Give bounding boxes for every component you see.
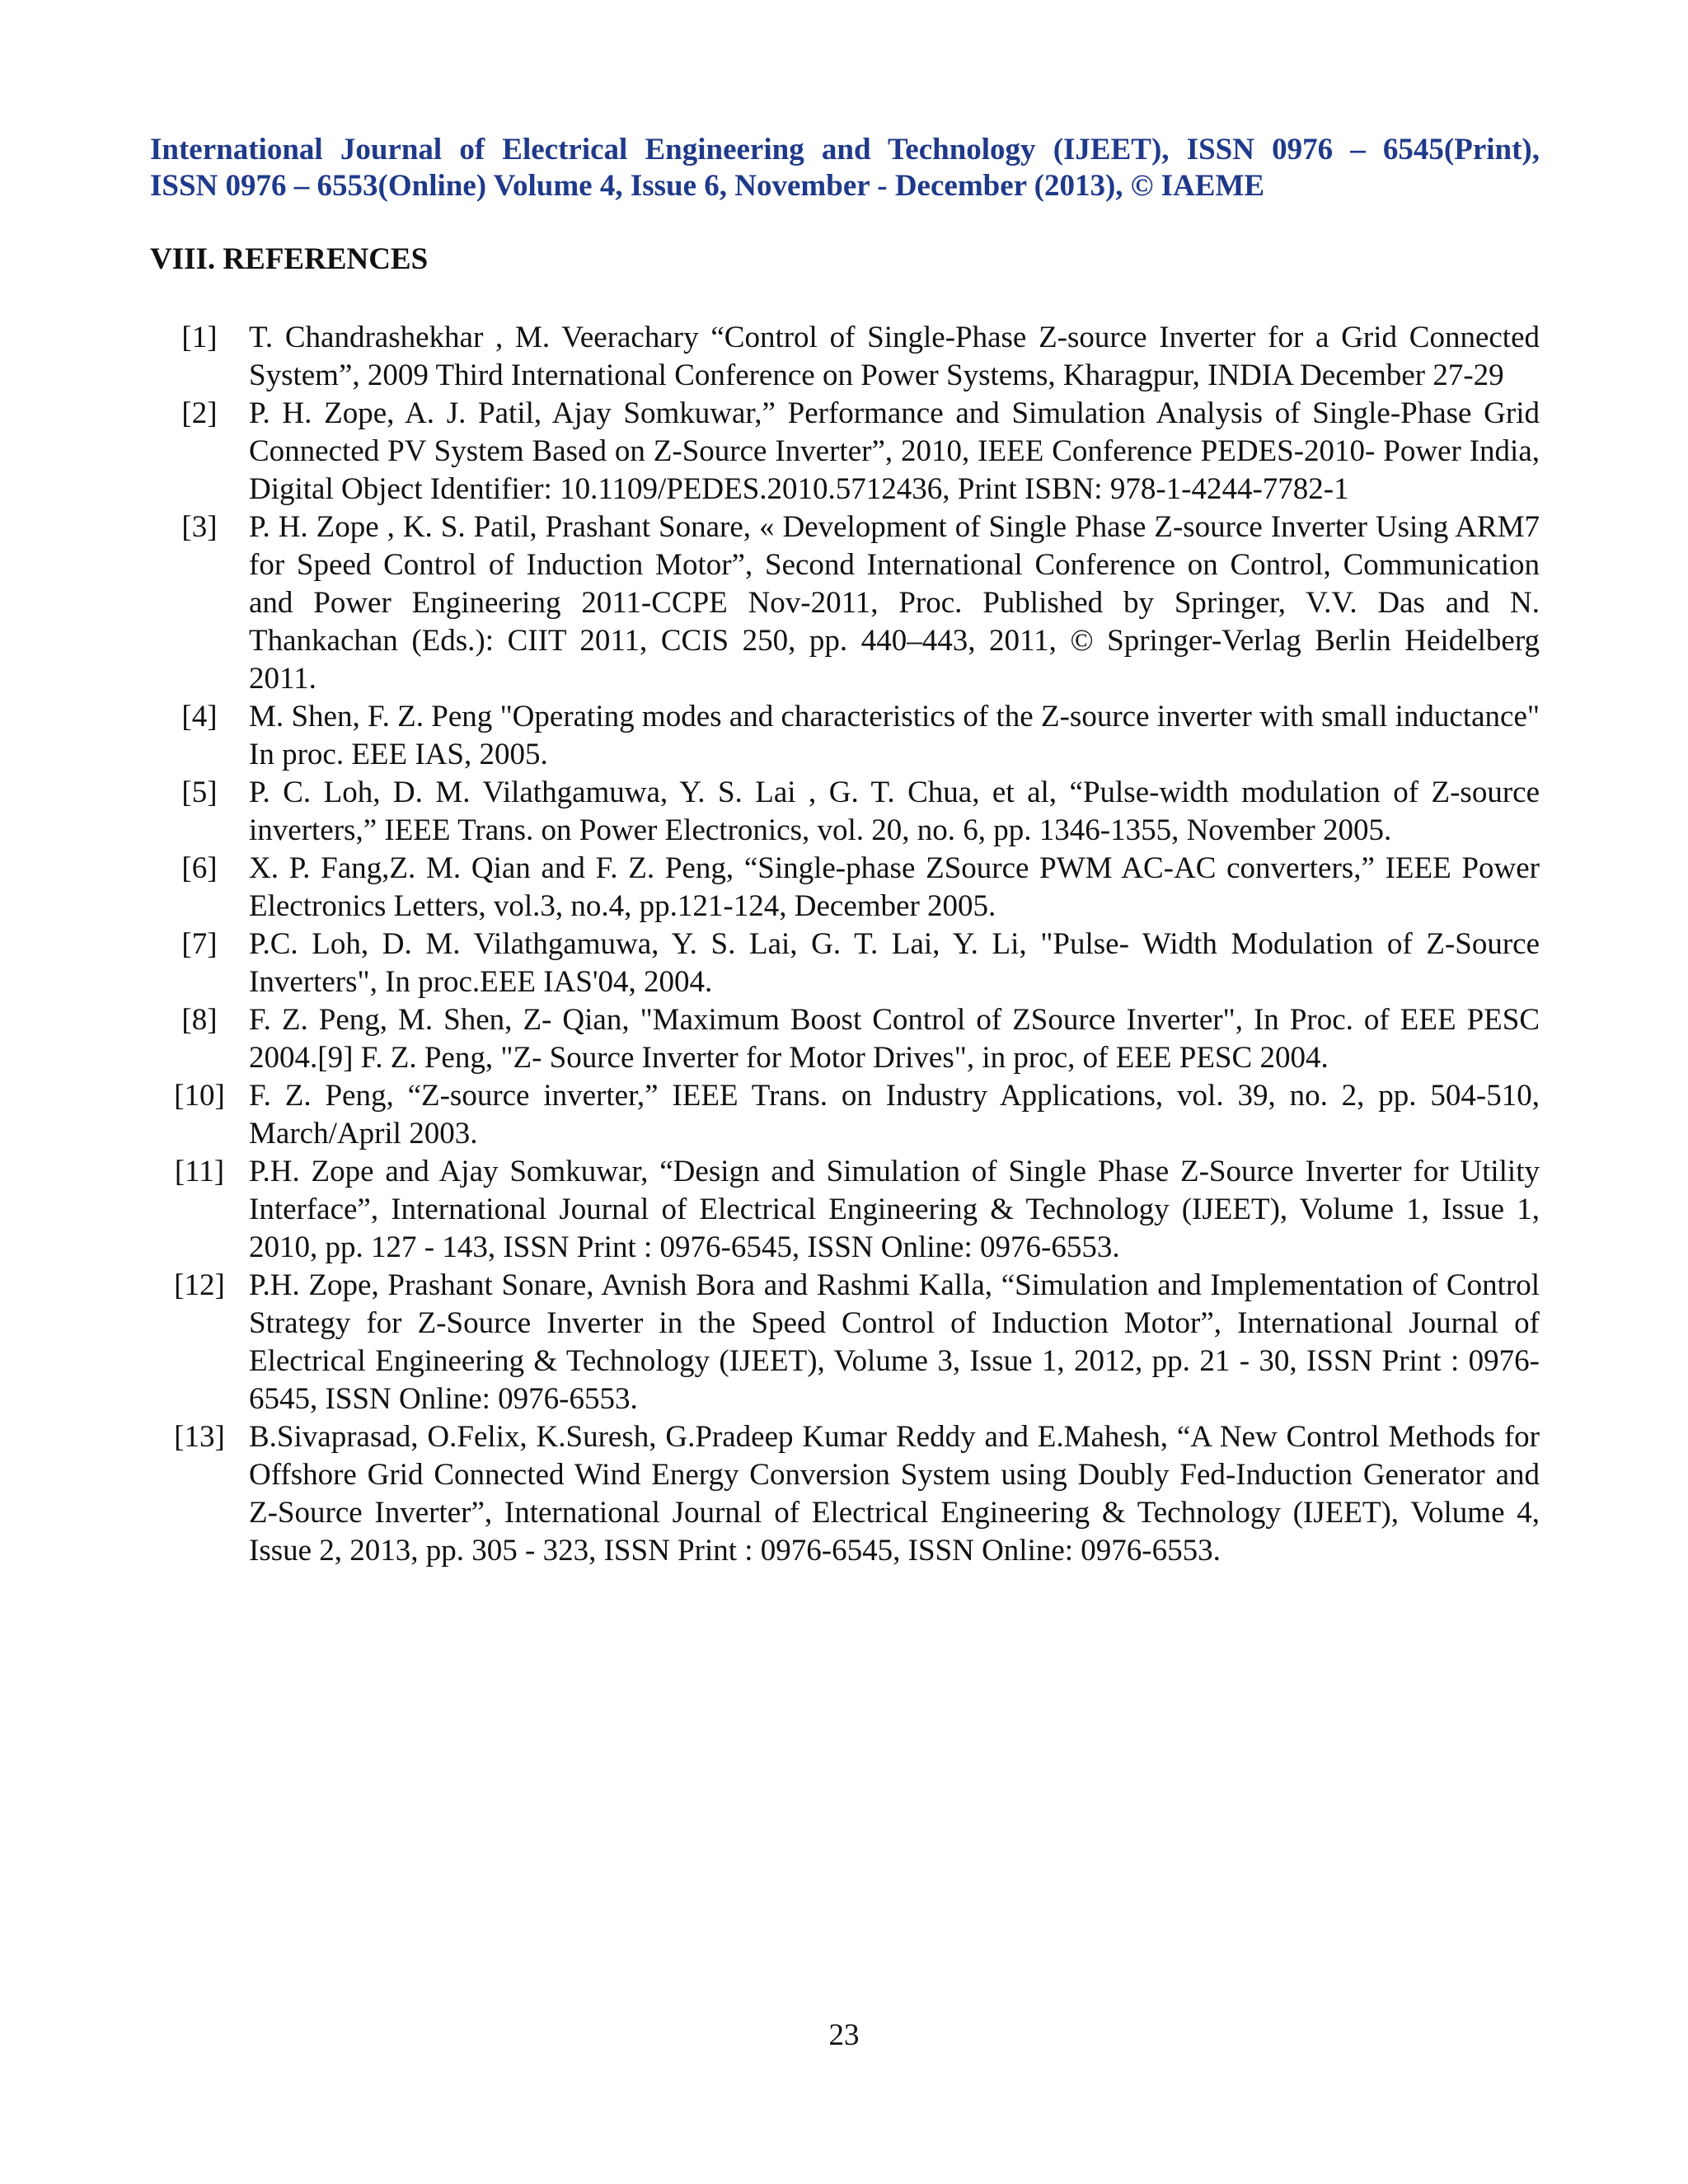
- reference-number: [13]: [174, 1420, 225, 1454]
- reference-number: [10]: [174, 1079, 225, 1113]
- reference-text: P. C. Loh, D. M. Vilathgamuwa, Y. S. Lai , G. T. Chua, et al, “Pulse-width modulation of Z-source inverters,” IEEE Trans. on Power Electronics, vol. 20, no. 6, pp. 1346-1355, November 2005.: [249, 776, 1540, 847]
- reference-item: [150, 1001, 1540, 1077]
- reference-item: [150, 509, 1540, 698]
- reference-text: F. Z. Peng, M. Shen, Z- Qian, "Maximum Boost Control of ZSource Inverter", In Proc. of EEE PESC 2004.[9] F. Z. Peng, "Z- Source Inverter for Motor Drives", in proc, of EEE PESC 2004.: [249, 1003, 1540, 1075]
- reference-number: [6]: [181, 851, 218, 885]
- reference-text: T. Chandrashekhar , M. Veerachary “Control of Single-Phase Z-source Inverter for a Grid Connected System”, 2009 Third International Conference on Power Systems, Kharagpur, INDIA December 27-29: [249, 321, 1540, 392]
- reference-list: [150, 319, 1540, 1570]
- reference-text: P.H. Zope and Ajay Somkuwar, “Design and Simulation of Single Phase Z-Source Inverter for Utility Interface”, International Journal of Electrical Engineering & Technology (IJEET), Volume 1, Issue 1, 2010, pp. 127 - 143, ISSN Print : 0976-6545, ISSN Online: 0976-6553.: [249, 1155, 1540, 1264]
- reference-item: [150, 850, 1540, 926]
- reference-item: [150, 774, 1540, 850]
- reference-number: [8]: [181, 1003, 218, 1037]
- journal-header-line-2: ISSN 0976 – 6553(Online) Volume 4, Issue 6, November - December (2013), © IAEME: [150, 169, 1265, 203]
- reference-item: [150, 319, 1540, 395]
- reference-number: [7]: [181, 927, 218, 961]
- reference-number: [2]: [181, 396, 218, 430]
- reference-text: P. H. Zope , K. S. Patil, Prashant Sonare, « Development of Single Phase Z-source Inverter Using ARM7 for Speed Control of Induction Motor”, Second International Conference on Control, Communication and Power Engineering 2011-CCPE Nov-2011, Proc. Published by Springer, V.V. Das and N. Thankachan (Eds.): CIIT 2011, CCIS 250, pp. 440–443, 2011, © Springer-Verlag Berlin Heidelberg 2011.: [249, 510, 1540, 696]
- journal-header-line-1: International Journal of Electrical Engineering and Technology (IJEET), ISSN 0976 – 6545(Print),: [150, 133, 1540, 166]
- reference-item: [150, 1153, 1540, 1267]
- reference-item: [150, 1077, 1540, 1153]
- reference-number: [12]: [174, 1268, 225, 1302]
- section-title: VIII. REFERENCES: [150, 242, 429, 276]
- reference-text: P.C. Loh, D. M. Vilathgamuwa, Y. S. Lai, G. T. Lai, Y. Li, "Pulse- Width Modulation of Z-Source Inverters", In proc.EEE IAS'04, 2004.: [249, 927, 1540, 999]
- reference-number: [1]: [181, 321, 218, 354]
- reference-number: [11]: [174, 1155, 225, 1188]
- reference-text: P. H. Zope, A. J. Patil, Ajay Somkuwar,” Performance and Simulation Analysis of Single-Phase Grid Connected PV System Based on Z-Source Inverter”, 2010, IEEE Conference PEDES-2010- Power India, Digital Object Identifier: 10.1109/PEDES.2010.5712436, Print ISBN: 978-1-4244-7782-1: [249, 396, 1540, 506]
- reference-number: [5]: [181, 776, 218, 809]
- page-number: 23: [828, 2018, 860, 2052]
- reference-text: F. Z. Peng, “Z-source inverter,” IEEE Trans. on Industry Applications, vol. 39, no. 2, pp. 504-510, March/April 2003.: [249, 1079, 1540, 1151]
- reference-item: [150, 698, 1540, 774]
- reference-text: M. Shen, F. Z. Peng "Operating modes and characteristics of the Z-source inverter with small inductance" In proc. EEE IAS, 2005.: [249, 700, 1540, 771]
- reference-item: [150, 395, 1540, 509]
- reference-text: P.H. Zope, Prashant Sonare, Avnish Bora and Rashmi Kalla, “Simulation and Implementation of Control Strategy for Z-Source Inverter in the Speed Control of Induction Motor”, International Journal of Electrical Engineering & Technology (IJEET), Volume 3, Issue 1, 2012, pp. 21 - 30, ISSN Print : 0976-6545, ISSN Online: 0976-6553.: [249, 1268, 1540, 1416]
- reference-number: [4]: [181, 700, 218, 733]
- reference-item: [150, 1418, 1540, 1570]
- reference-text: B.Sivaprasad, O.Felix, K.Suresh, G.Pradeep Kumar Reddy and E.Mahesh, “A New Control Methods for Offshore Grid Connected Wind Energy Conversion System using Doubly Fed-Induction Generator and Z-Source Inverter”, International Journal of Electrical Engineering & Technology (IJEET), Volume 4, Issue 2, 2013, pp. 305 - 323, ISSN Print : 0976-6545, ISSN Online: 0976-6553.: [249, 1420, 1540, 1568]
- reference-text: X. P. Fang,Z. M. Qian and F. Z. Peng, “Single-phase ZSource PWM AC-AC converters,” IEEE Power Electronics Letters, vol.3, no.4, pp.121-124, December 2005.: [249, 851, 1540, 923]
- reference-item: [150, 926, 1540, 1001]
- reference-number: [3]: [181, 510, 218, 544]
- reference-item: [150, 1267, 1540, 1418]
- journal-header: [150, 132, 1540, 204]
